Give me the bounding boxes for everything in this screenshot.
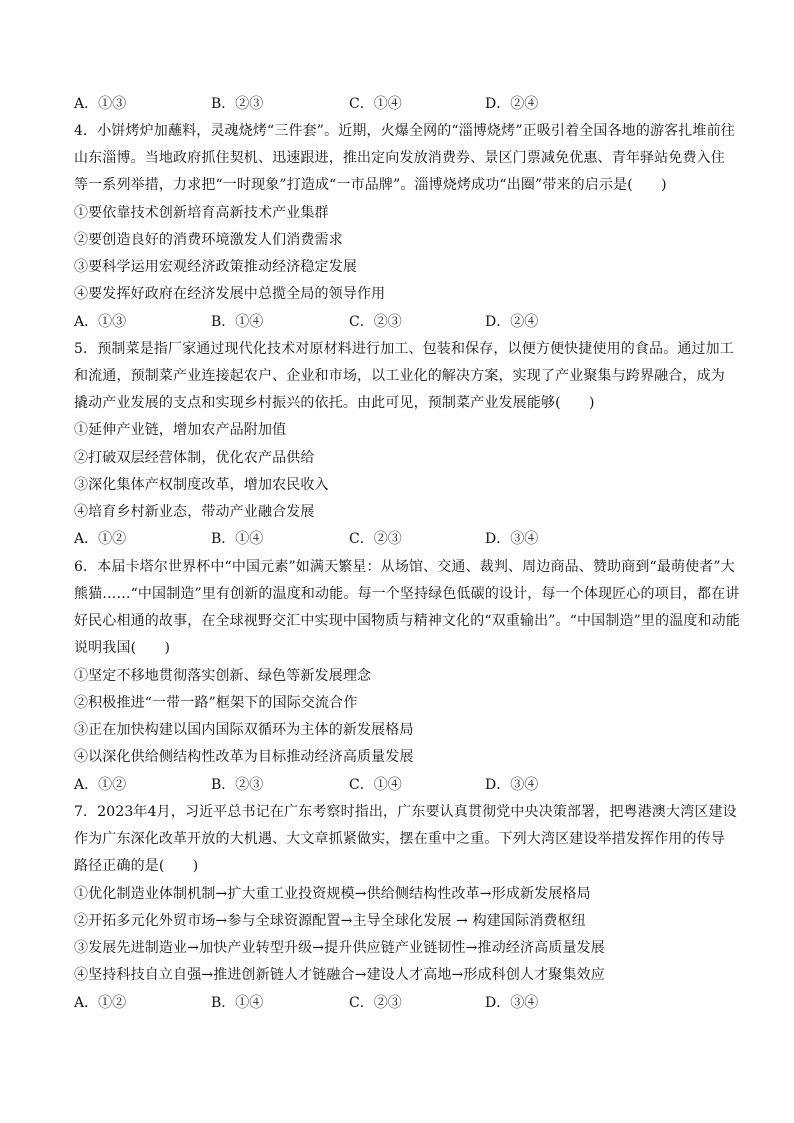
q4-stem-line-3: 等一系列举措，力求把“一时现象”打造成“一市品牌”。淄博烧烤成功“出圈”带来的启示是( ) [74, 177, 667, 193]
q7-option-3: ③发展先进制造业→加快产业转型升级→提升供应链产业链韧性→推动经济高质量发展 [74, 940, 605, 956]
q5-choice-d[interactable]: D．③④ [485, 531, 539, 547]
q3-choice-b[interactable]: B．②③ [211, 96, 264, 112]
q4-choices [74, 313, 724, 331]
q6-choice-b[interactable]: B．②③ [211, 777, 264, 793]
q4-choice-d[interactable]: D．②④ [485, 314, 539, 330]
q3-choices [74, 95, 724, 113]
q5-stem-line-1: 5．预制菜是指厂家通过现代化技术对原材料进行加工、包装和保存，以便方便快捷使用的食品。通过加工 [74, 341, 734, 357]
q5-choice-b[interactable]: B．①④ [211, 531, 264, 547]
q6-option-2: ②积极推进“一带一路”框架下的国际交流合作 [74, 695, 358, 711]
q6-choices [74, 776, 724, 794]
q6-stem-line-2: 熊猫……“中国制造”里有创新的温度和动能。每一个坚持绿色低碳的设计，每一个体现匠心的项目，都在讲 [74, 586, 740, 602]
q4-option-4: ④要发挥好政府在经济发展中总揽全局的领导作用 [74, 286, 386, 302]
q4-choice-a[interactable]: A．①③ [74, 314, 127, 330]
q5-choice-c[interactable]: C．②③ [349, 531, 402, 547]
q3-choice-a[interactable]: A．①③ [74, 96, 127, 112]
q5-stem-line-3: 撬动产业发展的支点和实现乡村振兴的依托。由此可见，预制菜产业发展能够( ) [74, 395, 595, 411]
q7-option-2: ②开拓多元化外贸市场→参与全球资源配置→主导全球化发展 → 构建国际消费枢纽 [74, 913, 586, 929]
q6-choice-c[interactable]: C．①④ [349, 777, 402, 793]
q4-option-1: ①要依靠技术创新培育高新技术产业集群 [74, 205, 329, 221]
q6-option-4: ④以深化供给侧结构性改革为目标推动经济高质量发展 [74, 749, 414, 765]
q7-choice-c[interactable]: C．②③ [349, 995, 402, 1011]
q6-option-1: ①坚定不移地贯彻落实创新、绿色等新发展理念 [74, 668, 372, 684]
q4-stem-line-1: 4．小饼烤炉加蘸料，灵魂烧烤“三件套”。近期，火爆全网的“淄博烧烤”正吸引着全国各地的游客扎堆前往 [74, 123, 735, 139]
q5-option-4: ④培育乡村新业态，带动产业融合发展 [74, 504, 315, 520]
q5-choices [74, 530, 724, 548]
q7-choice-a[interactable]: A．①② [74, 995, 127, 1011]
q3-choice-d[interactable]: D．②④ [485, 96, 539, 112]
q4-option-2: ②要创造良好的消费环境激发人们消费需求 [74, 232, 343, 248]
q7-stem-line-1: 7．2023年4月，习近平总书记在广东考察时指出，广东要认真贯彻党中央决策部署，把粤港澳大湾区建设 [74, 804, 737, 820]
q4-stem-line-2: 山东淄博。当地政府抓住契机、迅速跟进，推出定向发放消费券、景区门票减免优惠、青年驿站免费入住 [74, 150, 725, 166]
q4-choice-c[interactable]: C．②③ [349, 314, 402, 330]
q7-option-4: ④坚持科技自立自强→推进创新链人才链融合→建设人才高地→形成科创人才聚集效应 [74, 967, 605, 983]
q7-choice-b[interactable]: B．①④ [211, 995, 264, 1011]
q7-choice-d[interactable]: D．③④ [485, 995, 539, 1011]
q6-choice-d[interactable]: D．③④ [485, 777, 539, 793]
q6-stem-line-3: 好民心相通的故事，在全球视野交汇中实现中国物质与精神文化的“双重输出”。“中国制造”里的温度和动能 [74, 613, 740, 629]
q6-option-3: ③正在加快构建以国内国际双循环为主体的新发展格局 [74, 722, 414, 738]
q5-option-2: ②打破双层经营体制，优化农产品供给 [74, 450, 315, 466]
q5-stem-line-2: 和流通，预制菜产业连接起农户、企业和市场，以工业化的解决方案，实现了产业聚集与跨界融合，成为 [74, 368, 725, 384]
q6-choice-a[interactable]: A．①② [74, 777, 127, 793]
q3-choice-c[interactable]: C．①④ [349, 96, 402, 112]
q7-stem-line-2: 作为广东深化改革开放的大机遇、大文章抓紧做实，摆在重中之重。下列大湾区建设举措发挥作用的传导 [74, 831, 725, 847]
q7-option-1: ①优化制造业体制机制→扩大重工业投资规模→供给侧结构性改革→形成新发展格局 [74, 886, 591, 902]
q5-option-3: ③深化集体产权制度改革，增加农民收入 [74, 477, 329, 493]
q6-stem-line-1: 6．本届卡塔尔世界杯中“中国元素”如满天繁星：从场馆、交通、裁判、周边商品、赞助商到“最萌使者”大 [74, 559, 735, 575]
q5-option-1: ①延伸产业链，增加农产品附加值 [74, 422, 287, 438]
q6-stem-line-4: 说明我国( ) [74, 640, 171, 656]
q7-choices [74, 994, 724, 1012]
q4-option-3: ③要科学运用宏观经济政策推动经济稳定发展 [74, 259, 357, 275]
q4-choice-b[interactable]: B．①④ [211, 314, 264, 330]
q5-choice-a[interactable]: A．①② [74, 531, 127, 547]
q7-stem-line-3: 路径正确的是( ) [74, 858, 199, 874]
